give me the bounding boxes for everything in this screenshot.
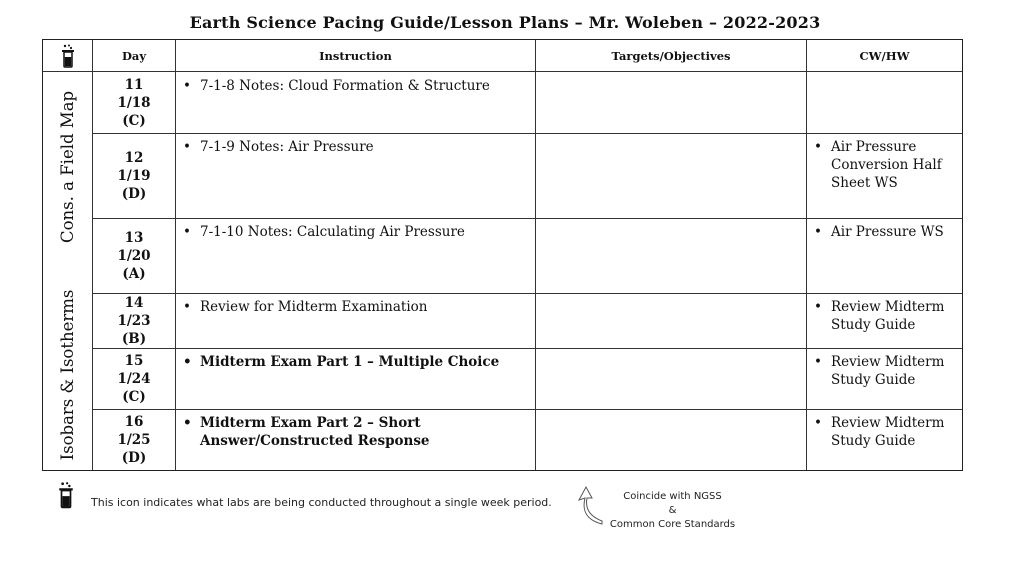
header-targets: Targets/Objectives [611, 49, 731, 63]
standards-note [600, 490, 745, 532]
day-date: 1/25 [117, 432, 151, 448]
cwhw-item [807, 223, 957, 241]
header-cwhw: CW/HW [859, 49, 910, 63]
day-date: 1/24 [117, 371, 151, 387]
cwhw-item [807, 353, 957, 389]
bullet: • [814, 299, 822, 315]
cwhw-text: Review Midterm Study Guide [831, 299, 945, 333]
bullet: • [183, 354, 192, 370]
bullet: • [814, 139, 822, 155]
row-divider [93, 409, 962, 410]
instruction-text: 7-1-8 Notes: Cloud Formation & Structure [200, 78, 490, 94]
instruction-item [176, 414, 476, 450]
instruction-text: Midterm Exam Part 1 – Multiple Choice [200, 354, 500, 370]
instruction-item [176, 298, 526, 316]
day-block: (C) [122, 389, 146, 405]
lab-beaker-icon [43, 40, 92, 71]
row-divider [93, 293, 962, 294]
day-cell [93, 72, 175, 133]
row-divider [93, 133, 962, 134]
day-cell [93, 410, 175, 470]
day-number: 16 [124, 414, 144, 430]
unit-label-isobars: Isobars & Isotherms [58, 289, 77, 461]
cwhw-text: Air Pressure WS [831, 224, 944, 240]
bullet: • [183, 139, 191, 155]
day-date: 1/19 [117, 168, 151, 184]
col-divider [175, 40, 176, 470]
day-block: (D) [121, 450, 147, 466]
header-instruction: Instruction [319, 49, 392, 63]
bullet: • [183, 78, 191, 94]
bullet: • [814, 415, 822, 431]
unit-label-field-map: Cons. a Field Map [58, 90, 77, 243]
standards-line: Coincide with NGSS [623, 491, 722, 502]
col-divider [535, 40, 536, 470]
instruction-item [176, 77, 526, 95]
instruction-text: Midterm Exam Part 2 – Short Answer/Constructed Response [200, 415, 430, 449]
col-divider [806, 40, 807, 470]
cwhw-item [807, 298, 957, 334]
day-block: (B) [121, 331, 147, 347]
standards-line: & [668, 505, 677, 516]
day-block: (C) [122, 112, 146, 129]
day-date: 1/23 [117, 313, 151, 329]
page-title: Earth Science Pacing Guide/Lesson Plans – Mr. Woleben – 2022-2023 [189, 13, 821, 32]
bullet: • [183, 415, 192, 431]
day-cell [93, 134, 175, 218]
day-cell [93, 349, 175, 409]
cwhw-text: Review Midterm Study Guide [831, 415, 945, 449]
bullet: • [814, 224, 822, 240]
day-block: (A) [122, 266, 146, 282]
header-day: Day [121, 49, 147, 63]
bullet: • [183, 299, 191, 315]
instruction-text: 7-1-9 Notes: Air Pressure [200, 139, 374, 155]
bullet: • [183, 224, 191, 240]
day-cell [93, 219, 175, 293]
cwhw-text: Review Midterm Study Guide [831, 354, 945, 388]
day-number: 14 [124, 295, 144, 311]
row-divider [93, 218, 962, 219]
day-date: 1/20 [117, 248, 151, 264]
cwhw-item [807, 138, 957, 192]
bullet: • [814, 354, 822, 370]
instruction-item [176, 353, 526, 371]
cwhw-text: Air Pressure Conversion Half Sheet WS [831, 139, 942, 191]
pacing-table [42, 39, 963, 471]
standards-line: Common Core Standards [609, 519, 736, 530]
row-divider [93, 348, 962, 349]
day-cell [93, 294, 175, 348]
instruction-text: Review for Midterm Examination [200, 299, 428, 315]
day-number: 11 [124, 76, 144, 93]
legend-text: This icon indicates what labs are being conducted throughout a single week period. [91, 496, 552, 509]
instruction-item [176, 223, 526, 241]
cwhw-item [807, 414, 957, 450]
day-number: 15 [124, 353, 144, 369]
instruction-item [176, 138, 526, 156]
legend-beaker-icon [57, 481, 75, 513]
day-number: 12 [124, 150, 144, 166]
instruction-text: 7-1-10 Notes: Calculating Air Pressure [200, 224, 465, 240]
day-number: 13 [124, 230, 144, 246]
day-block: (D) [121, 186, 147, 202]
day-date: 1/18 [117, 94, 151, 111]
